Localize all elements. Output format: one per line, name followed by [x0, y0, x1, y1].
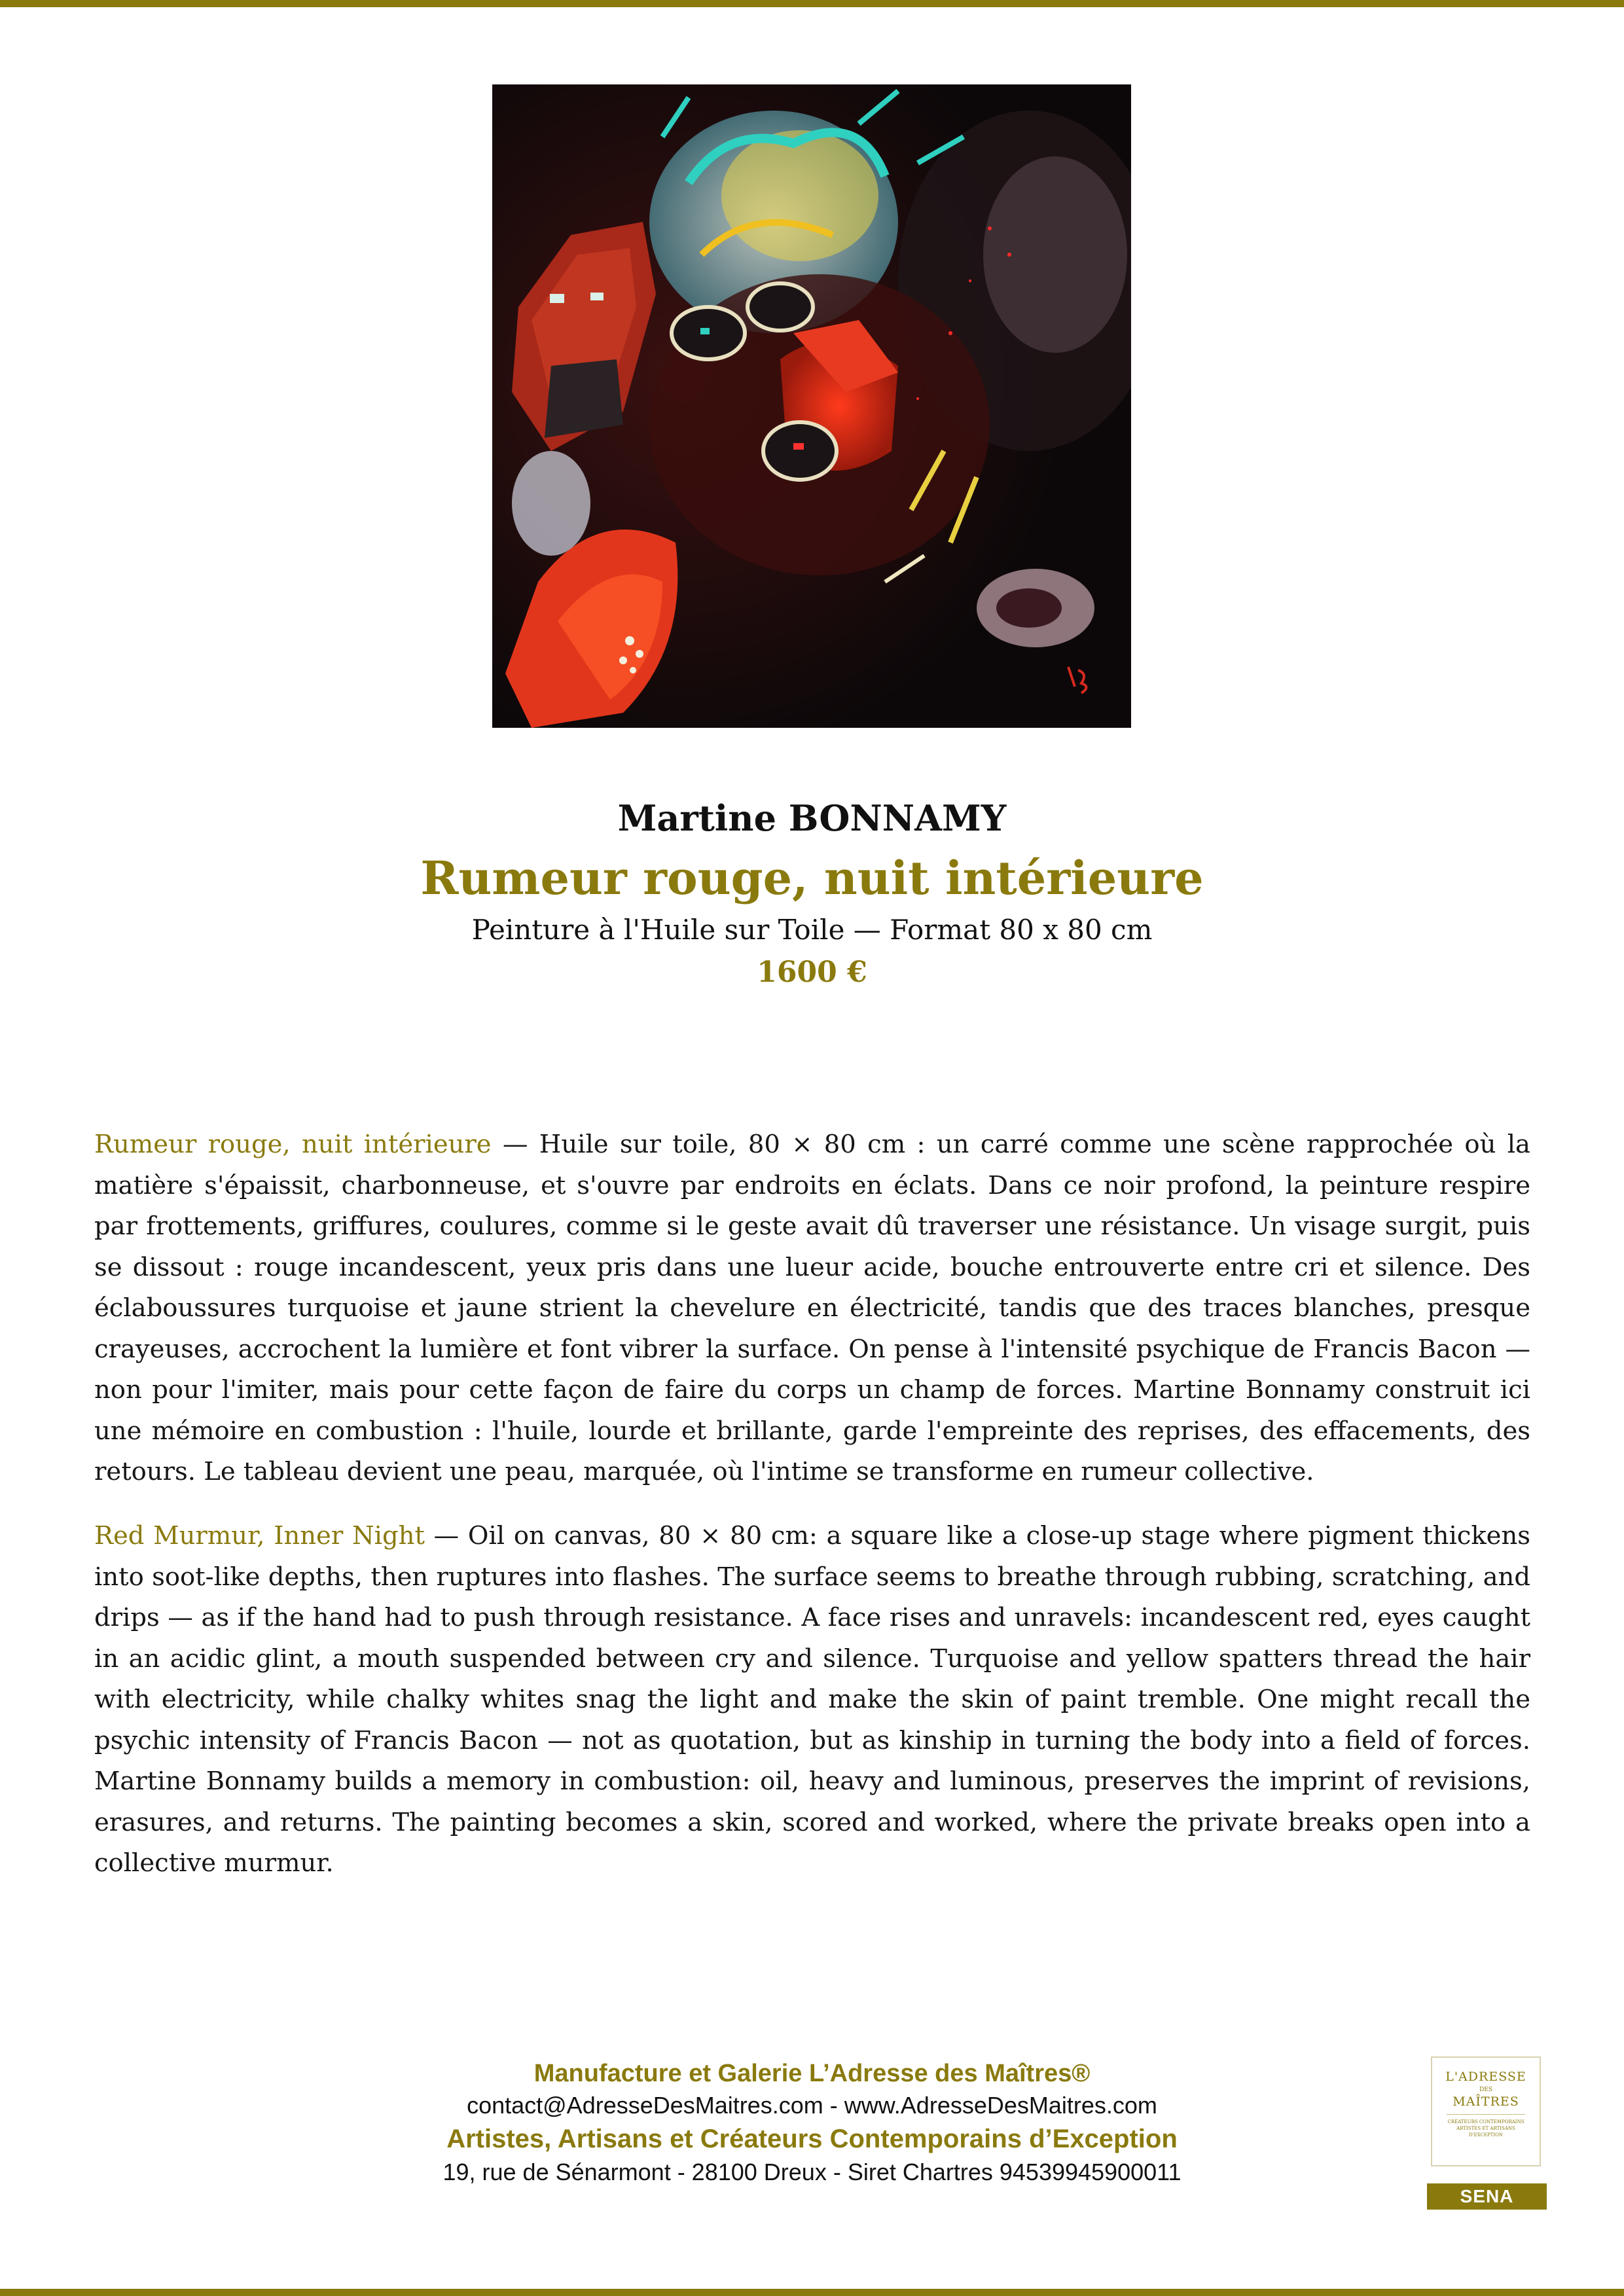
description-english-text: — Oil on canvas, 80 × 80 cm: a square like a close-up stage where pigment thickens into soot-like depths, then ruptures into flashes. The surface seems to breathe through rubbing, scratching, and drips — as if the hand had to push through resistance. A face rises and unravels: incandescent red, eyes caught in an acidic glint, a mouth suspended between cry and silence. Turquoise and yellow spatters thread the hair with electricity, while chalky whites snag the light and make the skin of paint tremble. One might recall the psychic intensity of Francis Bacon — not as quotation, but as kinship in turning the body into a field of forces. Martine Bonnamy builds a memory in combustion: oil, heavy and luminous, preserves the imprint of revisions, erasures, and returns. The painting becomes a skin, scored and worked, where the private breaks open into a collective murmur. — [94, 1521, 1531, 1878]
artwork-title: Rumeur rouge, nuit intérieure — [420, 851, 1204, 905]
logo-tagline: CRÉATEURS CONTEMPORAINS ARTISTES ET ARTISANS D'EXCEPTION — [1447, 2119, 1525, 2138]
description-french — [94, 1124, 1530, 1493]
artwork-painting-image — [492, 84, 1131, 728]
artist-name: Martine BONNAMY — [617, 797, 1007, 839]
description-french-text: — Huile sur toile, 80 × 80 cm : un carré comme une scène rapprochée où la matière s'épaissit, charbonneuse, et s'ouvre par endroits en éclats. Dans ce noir profond, la peinture respire par frottements, griffures, coulures, comme si le geste avait dû traverser une résistance. Un visage surgit, puis se dissout : rouge incandescent, yeux pris dans une lueur acide, bouche entrouverte entre cri et silence. Des éclaboussures turquoise et jaune strient la chevelure en électricité, tandis que des traces blanches, presque crayeuses, accrochent la lumière et font vibrer la surface. On pense à l'intensité psychique de Francis Bacon — non pour l'imiter, mais pour cette façon de faire du corps un champ de forces. Martine Bonnamy construit ici une mémoire en combustion : l'huile, lourde et brillante, garde l'empreinte des reprises, des effacements, des retours. Le tableau devient une peau, marquée, où l'intime se transforme en rumeur collective. — [94, 1130, 1530, 1486]
footer — [0, 2057, 1624, 2188]
footer-address: 19, rue de Sénarmont - 28100 Dreux - Siret Chartres 94539945900011 — [442, 2159, 1182, 2185]
artwork-price: 1600 € — [757, 956, 867, 989]
bottom-border-rule — [0, 2289, 1624, 2296]
footer-gallery-name: Manufacture et Galerie L’Adresse des Maîtres® — [533, 2060, 1091, 2087]
logo-text-middle: DES — [1479, 2087, 1492, 2093]
painting-abstract-figure — [492, 84, 1131, 728]
sena-badge: SENA — [1427, 2183, 1547, 2210]
logo-divider — [1447, 2114, 1525, 2115]
description-french-lead: Rumeur rouge, nuit intérieure — [94, 1130, 492, 1159]
description-english-lead: Red Murmur, Inner Night — [94, 1521, 425, 1551]
logo-text-top: L'ADRESSE — [1445, 2070, 1526, 2084]
logo-text-bottom: MAÎTRES — [1453, 2094, 1519, 2109]
gallery-logo — [1431, 2056, 1541, 2166]
description-english — [94, 1516, 1530, 1884]
footer-contact: contact@AdresseDesMaitres.com - www.AdresseDesMaitres.com — [467, 2092, 1157, 2119]
footer-tagline: Artistes, Artisans et Créateurs Contemporains d’Exception — [446, 2125, 1178, 2153]
top-border-rule — [0, 0, 1624, 7]
artwork-medium-format: Peinture à l'Huile sur Toile — Format 80 x 80 cm — [471, 914, 1153, 946]
